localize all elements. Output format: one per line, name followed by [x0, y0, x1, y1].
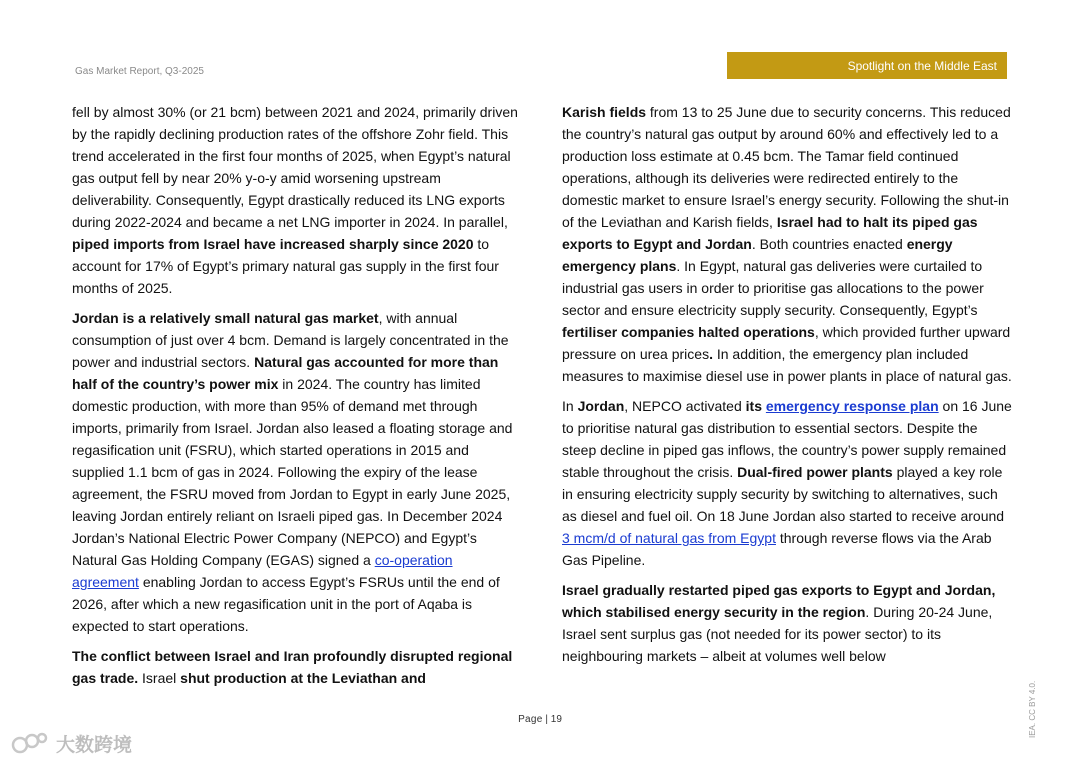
emergency-response-plan-link[interactable]: emergency response plan — [765, 398, 939, 414]
page-number-value: 19 — [550, 714, 562, 725]
paragraph-conflict — [72, 645, 522, 689]
text: enabling Jordan to access Egypt’s FSRUs until the end of 2026, after which a new regasification unit in the port of Aqaba is expected to start operations. — [72, 574, 500, 634]
text: . Both countries enacted — [751, 236, 907, 252]
bold-text: Israel gradually restarted piped gas exports to Egypt and Jordan, which stabilised energy security in the region — [562, 582, 996, 620]
gas-from-egypt-link[interactable]: 3 mcm/d of natural gas from Egypt — [562, 530, 776, 546]
paragraph-jordan-response — [562, 395, 1012, 571]
page-separator: | — [542, 714, 551, 725]
text: played a key role in ensuring electricity supply security by switching to alternatives, such as diesel and fuel oil. On 18 June Jordan also started to receive around — [562, 464, 1005, 524]
text: , with annual consumption of just over 4 bcm. Demand is largely concentrated in the power and industrial sectors. — [72, 310, 509, 370]
text: Israel — [138, 670, 181, 686]
bold-text: shut production at the Leviathan and — [180, 670, 426, 686]
text: in 2024. The country has limited domestic production, with more than 95% of demand met through imports, primarily from Israel. Jordan also leased a floating storage and regasification unit (FSRU), which started operations in 2015 and supplied 1.1 bcm of gas in 2024. Following the expiry of the lease agreement, the FSRU moved from Jordan to Egypt in early June 2025, leaving Jordan entirely reliant on Israeli piped gas. In December 2024 Jordan’s National Electric Power Company (NEPCO) and Egypt’s Natural Gas Holding Company (EGAS) signed a — [72, 376, 513, 568]
bold-text: Jordan is a relatively small natural gas market — [72, 310, 379, 326]
right-column — [562, 101, 1012, 675]
page-number — [0, 714, 1080, 725]
text: through reverse flows via the Arab Gas Pipeline. — [562, 530, 992, 568]
watermark-logo-icon — [10, 729, 50, 757]
text: In addition, the emergency plan included measures to maximise diesel use in power plants in place of natural gas. — [562, 346, 1012, 384]
bold-text: its — [745, 398, 762, 414]
text: to account for 17% of Egypt’s primary natural gas supply in the first four months of 2025. — [72, 236, 499, 296]
left-column — [72, 101, 522, 697]
text: , NEPCO activated — [624, 398, 746, 414]
text: In — [562, 398, 578, 414]
bold-text: Karish fields — [562, 104, 647, 120]
text: , which provided further upward pressure on urea prices — [562, 324, 1011, 362]
text: fell by almost 30% (or 21 bcm) between 2021 and 2024, primarily driven by the rapidly declining production rates of the offshore Zohr field. This trend accelerated in the first four months of 2025, when Egypt’s natural gas output fell by near 20% y-o-y amid worsening upstream deliverability. Consequently, Egypt drastically reduced its LNG exports during 2022-2024 and became a net LNG importer in 2024. In parallel, — [72, 104, 518, 230]
bold-text: . — [709, 346, 713, 362]
text: from 13 to 25 June due to security concerns. This reduced the country’s natural gas output by around 60% and effectively led to a production loss estimate at 0.45 bcm. The Tamar field continued operations, although its deliveries were redirected entirely to the domestic market to ensure Israel’s energy security. Following the shut-in of the Leviathan and Karish fields, — [562, 104, 1011, 230]
section-tag: Spotlight on the Middle East — [727, 52, 1007, 79]
text: . In Egypt, natural gas deliveries were curtailed to industrial gas users in order to prioritise gas allocations to the power sector and ensure electricity supply security. Consequently, Egypt’s — [562, 258, 984, 318]
bold-text: The conflict between Israel and Iran profoundly disrupted regional gas trade. — [72, 648, 513, 686]
watermark-text: 大数跨境 — [56, 734, 133, 756]
text: . During 20-24 June, Israel sent surplus gas (not needed for its power sector) to its neighbouring markets – albeit at volumes well below — [562, 604, 993, 664]
co-operation-agreement-link[interactable]: co-operation agreement — [72, 552, 453, 590]
report-title: Gas Market Report, Q3-2025 — [75, 66, 204, 77]
text: on 16 June to prioritise natural gas distribution to essential sectors. Despite the steep decline in piped gas inflows, the country’s power supply remained stable throughout the crisis. — [562, 398, 1012, 480]
paragraph-karish-shutdown — [562, 101, 1012, 387]
bold-text: energy emergency plans — [562, 236, 953, 274]
paragraph-restart — [562, 579, 1012, 667]
watermark — [10, 729, 132, 757]
bold-text: Jordan — [577, 398, 625, 414]
bold-text: Israel had to halt its piped gas exports to Egypt and Jordan — [562, 214, 978, 252]
page-word: Page — [518, 714, 543, 725]
paragraph-jordan-market — [72, 307, 522, 637]
paragraph-egypt-decline — [72, 101, 522, 299]
bold-text: Natural gas accounted for more than half of the country’s power mix — [72, 354, 499, 392]
bold-text: piped imports from Israel have increased sharply since 2020 — [72, 236, 474, 252]
bold-text: Dual-fired power plants — [737, 464, 893, 480]
bold-text: fertiliser companies halted operations — [562, 324, 815, 340]
license-text: IEA. CC BY 4.0. — [1028, 680, 1037, 738]
